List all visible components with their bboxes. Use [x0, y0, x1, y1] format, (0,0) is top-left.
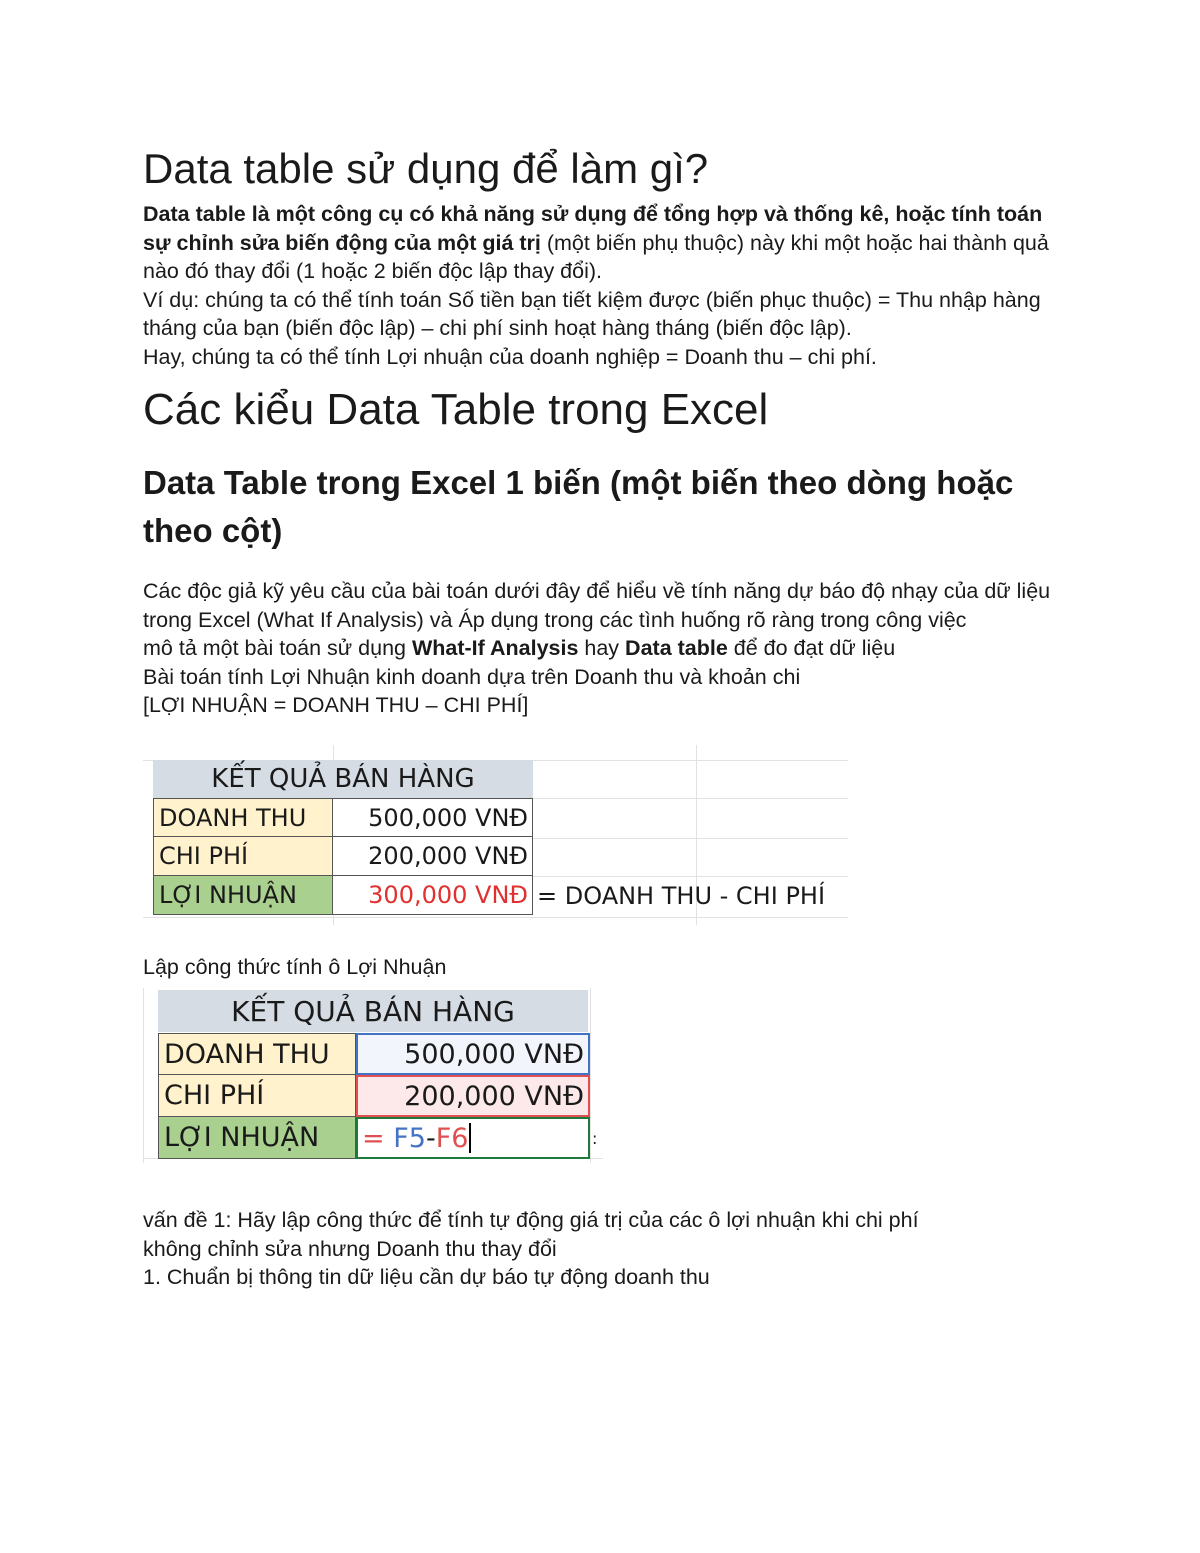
intro-paragraph [143, 200, 1073, 286]
intro-bold: Data table là một công cụ có khả năng sử dụng để tổng hợp và thống kê, hoặc tính toán sự chỉnh sửa biến động của một giá trị [143, 202, 1043, 255]
formula-paragraph: [LỢI NHUẬN = DOANH THU – CHI PHÍ] [143, 693, 529, 717]
sheet1-label-revenue: DOANH THU [153, 798, 333, 837]
sheet1-value-cost: 200,000 VNĐ [333, 837, 533, 876]
method-paragraph [143, 634, 1073, 663]
problem-1-paragraph: vấn đề 1: Hãy lập công thức để tính tự động giá trị của các ô lợi nhuận khi chi phí không chỉnh sửa nhưng Doanh thu thay đổi [143, 1208, 919, 1261]
sheet1-formula-note: = DOANH THU - CHI PHÍ [537, 881, 826, 910]
description-paragraph: Các độc giả kỹ yêu cầu của bài toán dưới đây để hiểu về tính năng dự báo độ nhạy của dữ liệu trong Excel (What If Analysis) và Áp dụng trong các tình huống rõ ràng trong công việc [143, 579, 1051, 632]
example-paragraph-2: Hay, chúng ta có thể tính Lợi nhuận của doanh nghiệp = Doanh thu – chi phí. [143, 344, 877, 369]
problem-paragraph: Bài toán tính Lợi Nhuận kinh doanh dựa trên Doanh thu và khoản chi [143, 664, 801, 689]
method-text-d: để đo đạt dữ liệu [727, 636, 896, 660]
formula-ref-f6: F6 [435, 1122, 469, 1154]
sheet2-value-revenue: 500,000 VNĐ [356, 1033, 590, 1075]
sheet1-title-cell: KẾT QUẢ BÁN HÀNG [153, 760, 533, 798]
caption-profit-formula: Lập công thức tính ô Lợi Nhuận [143, 955, 447, 979]
step-1-paragraph: 1. Chuẩn bị thông tin dữ liệu cần dự báo tự động doanh thu [143, 1265, 710, 1289]
intro-rest: (một biến phụ thuộc) này khi một hoặc hai thành quả nào đó thay đổi (1 hoặc 2 biến độc lập thay đổi). [143, 230, 1049, 283]
text-cursor [469, 1123, 471, 1153]
document-body [143, 140, 1073, 720]
sheet1-value-revenue: 500,000 VNĐ [333, 798, 533, 837]
sheet2-label-cost: CHI PHÍ [158, 1075, 356, 1117]
formula-ref-f5: F5 [393, 1122, 426, 1154]
sheet2-label-revenue: DOANH THU [158, 1033, 356, 1075]
example-paragraph-1: Ví dụ: chúng ta có thể tính toán Số tiền bạn tiết kiệm được (biến phục thuộc) = Thu nhập hàng tháng của bạn (biến độc lập) – chi phí sinh hoạt hàng tháng (biến độc lập). [143, 287, 1041, 340]
sales-result-sheet [143, 745, 848, 925]
method-text-c: hay [578, 636, 626, 660]
sheet2-formula-cell[interactable] [356, 1117, 590, 1159]
heading-data-table-types: Các kiểu Data Table trong Excel [143, 385, 769, 434]
sheet2-title-cell: KẾT QUẢ BÁN HÀNG [158, 990, 588, 1032]
heading-one-variable-table: Data Table trong Excel 1 biến (một biến theo dòng hoặc theo cột) [143, 464, 1014, 549]
heading-data-table-purpose: Data table sử dụng để làm gì? [143, 145, 709, 192]
sales-formula-sheet [143, 988, 603, 1163]
method-whatif: What-If Analysis [411, 636, 579, 660]
formula-minus: - [425, 1122, 436, 1154]
sheet1-value-profit: 300,000 VNĐ [333, 876, 533, 915]
sheet2-edge-mark: : [592, 1128, 598, 1148]
sheet2-label-profit: LỢI NHUẬN [158, 1117, 356, 1159]
formula-equals: = [362, 1122, 394, 1154]
method-text-a: mô tả một bài toán sử dụng [143, 636, 412, 660]
sheet1-label-profit: LỢI NHUẬN [153, 876, 333, 915]
sheet2-value-cost: 200,000 VNĐ [356, 1075, 590, 1117]
method-datatable: Data table [625, 636, 728, 660]
sheet1-label-cost: CHI PHÍ [153, 837, 333, 876]
